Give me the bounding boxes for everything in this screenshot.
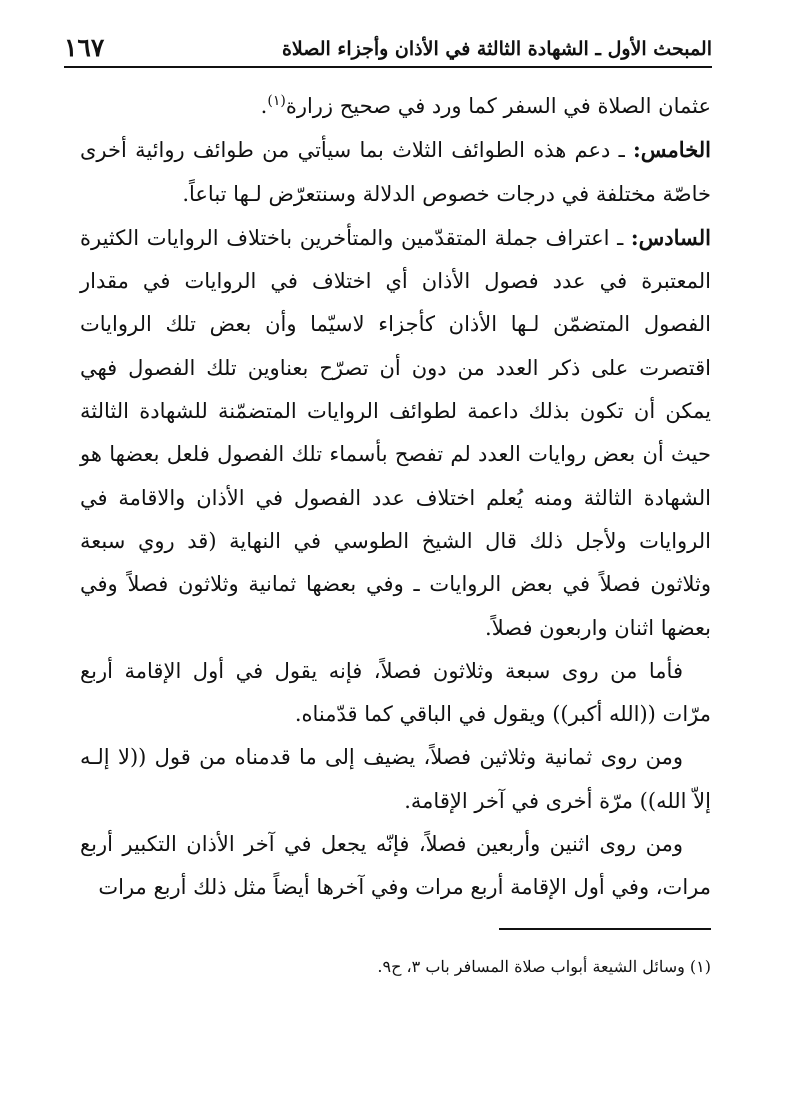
page-number: ١٦٧ xyxy=(64,33,105,62)
paragraph-1 xyxy=(80,80,711,128)
paragraph-1-text: عثمان الصلاة في السفر كما ورد في صحيح زرارة xyxy=(285,94,711,118)
paragraph-fifth xyxy=(80,128,711,216)
paragraph-sixth-text: ـ اعتراف جملة المتقدّمين والمتأخرين باختلاف الروايات الكثيرة المعتبرة في عدد فصول الأذان أي اختلاف في الروايات في مقدار الفصول المتضمّن لـها الأذان كأجزاء لاسيّما وأن بعض تلك الروايات اقتصرت على ذكر العدد من دون أن تصرّح بعناوين تلك الفصول فهي يمكن أن تكون بذلك داعمة لطوائف الروايات المتضمّنة للشهادة الثالثة حيث أن بعض روايات العدد لم تفصح بأسماء تلك الفصول فلعل بعضها هو الشهادة الثالثة ومنه يُعلم اختلاف عدد الفصول في الأذان والاقامة في الروايات ولأجل ذلك قال الشيخ الطوسي في النهاية (قد روي سبعة وثلاثون فصلاً في بعض الروايات ـ وفي بعضها ثمانية وثلاثون فصلاً وفي بعضها اثنان واربعون فصلاً. xyxy=(80,225,711,640)
footnote-ref: (١) xyxy=(267,93,286,109)
paragraph-quote-1: فأما من روى سبعة وثلاثون فصلاً، فإنه يقول في أول الإقامة أربع مرّات ((الله أكبر)) ويقول في الباقي كما قدّمناه. xyxy=(80,658,711,727)
paragraph-quote-2: ومن روى ثمانية وثلاثين فصلاً، يضيف إلى ما قدمناه من قول ((لا إلـه إلاّ الله)) مرّة أخرى في آخر الإقامة. xyxy=(80,745,711,813)
paragraph-fifth-text: ـ دعم هذه الطوائف الثلاث بما سيأتي من طوائف روائية أخرى خاصّة مختلفة في درجات خصوص الدلالة وسنتعرّض لـها تباعاً. xyxy=(80,138,711,206)
body-text xyxy=(80,80,711,910)
paragraph-1-end: . xyxy=(260,94,268,118)
paragraph-quote-3: ومن روى اثنين وأربعين فصلاً، فإنّه يجعل في آخر الأذان التكبير أربع مرات، وفي أول الإقامة أربع مرات وفي آخرها أيضاً مثل ذلك أربع مرات xyxy=(80,832,711,900)
paragraph-sixth xyxy=(80,216,711,650)
lead-term-fifth: الخامس: xyxy=(633,137,711,163)
lead-term-sixth: السادس: xyxy=(630,224,711,250)
footnote: (١) وسائل الشيعة أبواب صلاة المسافر باب ٣، ح٩. xyxy=(377,957,711,976)
footnote-divider xyxy=(499,928,711,930)
header-title: المبحث الأول ـ الشهادة الثالثة في الأذان وأجزاء الصلاة xyxy=(281,38,712,60)
running-header xyxy=(64,22,712,68)
